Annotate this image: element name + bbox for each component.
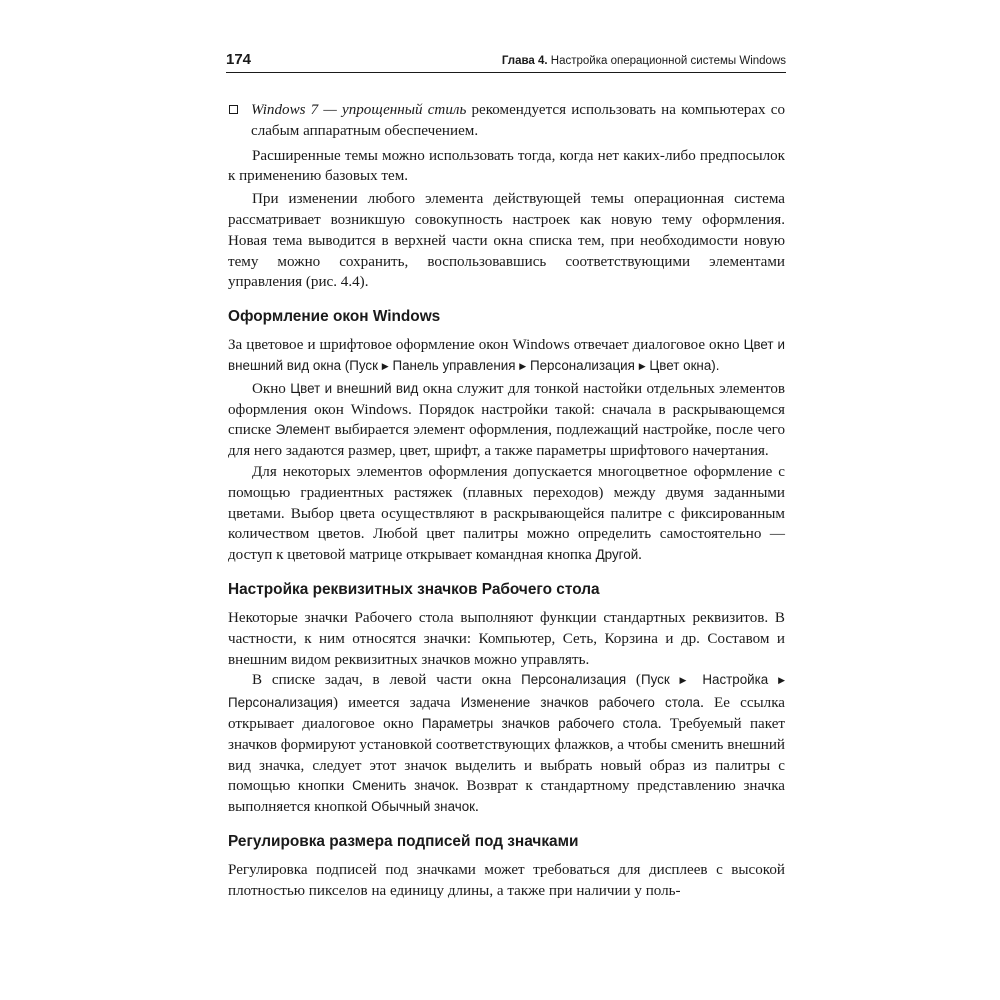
ui-term: Персонализация	[228, 695, 333, 711]
ui-term: Обычный значок	[371, 799, 476, 815]
menu-arrow-icon: ▶	[519, 361, 527, 372]
menu-arrow-icon: ▶	[679, 676, 693, 687]
ui-term: Другой	[595, 547, 639, 563]
ui-term: Элемент	[275, 422, 331, 438]
checkbox-bullet-icon	[229, 105, 238, 114]
ui-term: Персонализация	[521, 672, 627, 688]
ui-term: Цвет и внешний вид окна	[228, 337, 785, 373]
bullet-title: Windows 7 — упрощенный стиль	[251, 102, 467, 118]
bullet-text: рекомендуется использовать на компьютерах со слабым аппаратным обеспечением.	[251, 102, 785, 139]
paragraph: В списке задач, в левой части окна Персонализация (Пуск ▶ Настройка ▶ Персонализация) имеется задача Изменение значков рабочего стола. Ее ссылка открывает диалоговое окно Параметры значков рабочего стола. Требуемый пакет значков формируют установкой соответствующих флажков, а чтобы сменить внешний вид значка, следует этот значок выделить и выбрать новый образ из палитры с помощью кнопки Сменить значок. Возврат к стандартному представлению значка выполняется кнопкой Обычный значок.	[228, 672, 786, 816]
ui-term: Пуск	[349, 357, 378, 373]
page-header	[226, 50, 786, 73]
page-body	[228, 100, 785, 902]
chapter-label: Глава 4.	[501, 55, 548, 67]
running-head	[502, 52, 786, 70]
ui-term: Цвет окна	[649, 357, 712, 373]
paragraph: Регулировка подписей под значками может требоваться для дисплеев с высокой плотностью пикселов на единицу длины, а также при наличии у поль-	[228, 861, 785, 899]
section-heading-window-design: Оформление окон Windows	[228, 308, 441, 326]
section-heading-desktop-icons: Настройка реквизитных значков Рабочего стола	[228, 580, 600, 598]
menu-arrow-icon: ▶	[778, 676, 785, 687]
menu-arrow-icon: ▶	[638, 361, 646, 372]
ui-term: Панель управления	[392, 357, 516, 373]
ui-term: Персонализация	[529, 357, 635, 373]
paragraph: Некоторые значки Рабочего стола выполняют функции стандартных реквизитов. В частности, к ним относятся значки: Компьютер, Сеть, Корзина и др. Составом и внешним видом реквизитных значков можно управлять.	[228, 609, 785, 668]
paragraph: При изменении любого элемента действующей темы операционная система рассматривает возникшую совокупность настроек как новую тему оформления. Новая тема выводится в верхней части окна списка тем, при необходимости новую тему можно сохранить, воспользовавшись соответствующими элементами управления (рис. 4.4).	[228, 191, 785, 291]
section-heading-icon-captions: Регулировка размера подписей под значками	[228, 832, 579, 850]
page-number: 174	[226, 51, 252, 68]
ui-term: Настройка	[702, 672, 769, 688]
ui-term: Цвет и внешний вид	[290, 380, 419, 396]
bullet-list-item	[228, 100, 785, 142]
paragraph: Окно Цвет и внешний вид окна служит для тонкой настойки отдельных элементов оформления окон Windows. Порядок настройки такой: сначала в раскрывающемся списке Элемент выбирается элемент оформления, подлежащий настройке, после чего для него задаются размер, цвет, шрифт, а также параметры шрифтового начертания.	[228, 380, 786, 460]
paragraph: Расширенные темы можно использовать тогда, когда нет каких-либо предпосылок к применению базовых тем.	[228, 147, 785, 185]
ui-term: Пуск	[640, 672, 670, 688]
paragraph: Для некоторых элементов оформления допускается многоцветное оформление с помощью градиентных растяжек (плавных переходов) между двумя заданными цветами. Выбор цвета осуществляют в раскрывающейся палитре с фиксированным количеством цветов. Любой цвет палитры можно определить самостоятельно — доступ к цветовой матрице открывает командная кнопка Другой.	[228, 463, 785, 564]
chapter-title: Настройка операционной системы Windows	[550, 55, 786, 67]
menu-arrow-icon: ▶	[381, 361, 389, 372]
ui-term: Параметры значков рабочего стола	[421, 715, 658, 731]
paragraph: За цветовое и шрифтовое оформление окон Windows отвечает диалоговое окно Цвет и внешний вид окна (Пуск ▶ Панель управления ▶ Персонализация ▶ Цвет окна).	[228, 337, 785, 373]
ui-term: Сменить значок	[352, 778, 456, 794]
ui-term: Изменение значков рабочего стола	[460, 695, 701, 711]
